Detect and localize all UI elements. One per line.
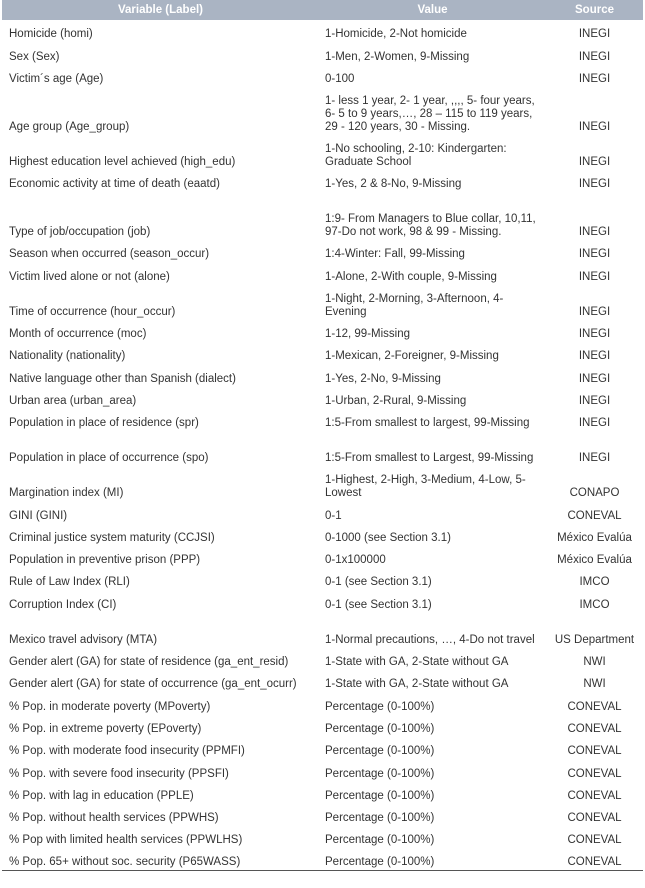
- value-cell: Percentage (0-100%): [325, 812, 435, 825]
- table-row: [2, 431, 643, 466]
- source-cell: CONEVAL: [567, 767, 622, 780]
- table-row: [2, 759, 643, 781]
- value-cell: 1-Highest, 2-High, 3-Medium, 4-Low, 5-Lowest: [325, 474, 526, 500]
- value-cell: 0-1x100000: [325, 554, 386, 567]
- source-cell: CONEVAL: [546, 848, 643, 870]
- table-row: [2, 409, 643, 431]
- table-row: [2, 848, 643, 870]
- table-row: [2, 568, 643, 590]
- table-row: [2, 262, 643, 284]
- header-variable: Variable (Label): [2, 0, 319, 20]
- value-cell: Percentage (0-100%): [325, 722, 435, 735]
- source-cell: CONEVAL: [567, 700, 622, 713]
- value-cell: 1-Homicide, 2-Not homicide: [325, 28, 467, 41]
- value-cell: 0-1 (see Section 3.1): [325, 598, 432, 611]
- table-header-row: [2, 0, 643, 20]
- value-cell: 1-Men, 2-Women, 9-Missing: [325, 50, 470, 63]
- table-row: [2, 320, 643, 342]
- source-cell: México Evalúa: [557, 531, 632, 544]
- value-cell: Percentage (0-100%): [325, 834, 435, 847]
- source-cell: CONEVAL: [567, 789, 622, 802]
- variable-cell: Season when occurred (season_occur): [9, 248, 210, 261]
- table-row: [2, 20, 643, 42]
- value-cell: 1-No schooling, 2-10: Kindergarten: Graduate School: [325, 142, 507, 168]
- source-cell: CONAPO: [569, 487, 620, 500]
- table-row: [2, 170, 643, 192]
- value-cell: 1:4-Winter: Fall, 99-Missing: [325, 248, 465, 261]
- source-cell: INEGI: [578, 417, 611, 430]
- table-row: [2, 670, 643, 692]
- table-row: [2, 240, 643, 262]
- source-cell: CONEVAL: [567, 834, 622, 847]
- value-cell: 0-1 (see Section 3.1): [325, 576, 432, 589]
- table-row: [2, 342, 643, 364]
- value-cell: 1- less 1 year, 2- 1 year, ,,,, 5- four years, 6- 5 to 9 years,…, 28 – 115 to 119 years, 29 - 120 years, 30 - Missing.: [325, 94, 535, 133]
- source-cell: CONEVAL: [567, 812, 622, 825]
- table-row: [2, 364, 643, 386]
- value-cell: 1:9- From Managers to Blue collar, 10,11, 97-Do not work, 98 & 99 - Missing.: [325, 213, 536, 239]
- variable-cell: Nationality (nationality): [9, 350, 126, 363]
- value-cell: Percentage (0-100%): [325, 700, 435, 713]
- value-cell: Percentage (0-100%): [325, 789, 435, 802]
- table-row: [2, 590, 643, 612]
- variable-cell: Native language other than Spanish (dialect): [9, 372, 236, 385]
- table-row: [2, 466, 643, 501]
- variable-cell: Economic activity at time of death (eaatd): [9, 178, 220, 191]
- source-cell: INEGI: [578, 72, 611, 85]
- source-cell: INEGI: [578, 226, 611, 239]
- variable-cell: % Pop. without health services (PPWHS): [9, 812, 219, 825]
- value-cell: Percentage (0-100%): [325, 745, 435, 758]
- variable-cell: Gender alert (GA) for state of residence (ga_ent_resid): [9, 656, 289, 669]
- variable-cell: Population in place of occurrence (spo): [9, 452, 209, 465]
- variable-cell: Population in preventive prison (PPP): [9, 554, 201, 567]
- source-cell: INEGI: [578, 178, 611, 191]
- source-cell: INEGI: [578, 328, 611, 341]
- value-cell: 1-Night, 2-Morning, 3-Afternoon, 4-Evening: [325, 292, 504, 318]
- variable-cell: Gender alert (GA) for state of occurrence (ga_ent_ocurr): [9, 678, 297, 691]
- value-cell: 0-1: [325, 509, 342, 522]
- variable-cell: Victim´s age (Age): [9, 72, 104, 85]
- value-cell: 1-State with GA, 2-State without GA: [325, 678, 509, 691]
- variable-cell: % Pop. in extreme poverty (EPoverty): [9, 722, 202, 735]
- source-cell: INEGI: [578, 120, 611, 133]
- variable-cell: GINI (GINI): [9, 509, 68, 522]
- source-cell: INEGI: [578, 305, 611, 318]
- table-row: [2, 782, 643, 804]
- source-cell: INEGI: [578, 155, 611, 168]
- table-row: [2, 737, 643, 759]
- source-cell: México Evalúa: [557, 554, 632, 567]
- table-row: [2, 501, 643, 523]
- source-cell: INEGI: [578, 248, 611, 261]
- value-cell: 1-12, 99-Missing: [325, 328, 411, 341]
- variable-cell: Type of job/occupation (job): [9, 226, 151, 239]
- value-cell: 1-Normal precautions, …, 4-Do not travel: [325, 633, 535, 646]
- variable-cell: % Pop. with moderate food insecurity (PPMFI): [9, 745, 245, 758]
- source-cell: US Department: [554, 633, 635, 646]
- value-cell: 0-1000 (see Section 3.1): [325, 531, 451, 544]
- source-cell: CONEVAL: [567, 509, 622, 522]
- source-cell: IMCO: [579, 598, 610, 611]
- variable-cell: Mexico travel advisory (MTA): [9, 633, 158, 646]
- table-row: [2, 613, 643, 648]
- value-cell: 1-Yes, 2-No, 9-Missing: [325, 372, 441, 385]
- table-row: [2, 524, 643, 546]
- value-cell: Percentage (0-100%): [325, 767, 435, 780]
- source-cell: CONEVAL: [567, 745, 622, 758]
- source-cell: INEGI: [578, 50, 611, 63]
- variable-cell: Sex (Sex): [9, 50, 60, 63]
- table-row: [2, 546, 643, 568]
- table-row: [2, 135, 643, 170]
- value-cell: 1-Yes, 2 & 8-No, 9-Missing: [325, 178, 462, 191]
- source-cell: IMCO: [579, 576, 610, 589]
- value-cell: 1-Mexican, 2-Foreigner, 9-Missing: [325, 350, 499, 363]
- table-row: [2, 192, 643, 240]
- table-row: [2, 826, 643, 848]
- source-cell: INEGI: [578, 394, 611, 407]
- source-cell: INEGI: [578, 372, 611, 385]
- value-cell: 1:5-From smallest to Largest, 99-Missing: [325, 452, 534, 465]
- source-cell: NWI: [583, 678, 606, 691]
- table-row: [2, 804, 643, 826]
- table-row: [2, 87, 643, 135]
- value-cell: 1:5-From smallest to largest, 99-Missing: [325, 417, 530, 430]
- variable-cell: % Pop. in moderate poverty (MPoverty): [9, 700, 211, 713]
- header-source: Source: [546, 0, 643, 20]
- variable-cell: Urban area (urban_area): [9, 394, 137, 407]
- value-cell: 1-Urban, 2-Rural, 9-Missing: [325, 394, 467, 407]
- variable-cell: Month of occurrence (moc): [9, 328, 147, 341]
- variables-table: [2, 0, 643, 871]
- table-row: [2, 648, 643, 670]
- variable-cell: Rule of Law Index (RLI): [9, 576, 130, 589]
- table-body: [2, 20, 643, 871]
- variable-cell: Homicide (homi): [9, 28, 93, 41]
- source-cell: INEGI: [578, 452, 611, 465]
- variable-cell: % Pop. 65+ without soc. security (P65WASS): [2, 848, 319, 870]
- variable-cell: Highest education level achieved (high_edu): [9, 155, 236, 168]
- variable-cell: Age group (Age_group): [9, 120, 130, 133]
- variable-cell: Margination index (MI): [9, 487, 124, 500]
- source-cell: INEGI: [578, 270, 611, 283]
- table-row: [2, 715, 643, 737]
- variable-cell: Criminal justice system maturity (CCJSI): [9, 531, 215, 544]
- value-cell: 1-Alone, 2-With couple, 9-Missing: [325, 270, 497, 283]
- table-row: [2, 285, 643, 320]
- variable-cell: Time of occurrence (hour_occur): [9, 305, 176, 318]
- variable-cell: % Pop. with severe food insecurity (PPSFI): [9, 767, 229, 780]
- table-row: [2, 42, 643, 64]
- table-row: [2, 387, 643, 409]
- value-cell: Percentage (0-100%): [319, 848, 546, 870]
- source-cell: NWI: [583, 656, 606, 669]
- value-cell: 1-State with GA, 2-State without GA: [325, 656, 509, 669]
- value-cell: 0-100: [325, 72, 355, 85]
- table-row: [2, 65, 643, 87]
- header-value: Value: [319, 0, 546, 20]
- variable-cell: % Pop with limited health services (PPWLHS): [9, 834, 243, 847]
- variable-cell: Population in place of residence (spr): [9, 417, 199, 430]
- table-row: [2, 692, 643, 714]
- variable-cell: Victim lived alone or not (alone): [9, 270, 170, 283]
- source-cell: CONEVAL: [567, 722, 622, 735]
- variable-cell: % Pop. with lag in education (PPLE): [9, 789, 194, 802]
- variable-cell: Corruption Index (CI): [9, 598, 117, 611]
- source-cell: INEGI: [578, 350, 611, 363]
- source-cell: INEGI: [578, 28, 611, 41]
